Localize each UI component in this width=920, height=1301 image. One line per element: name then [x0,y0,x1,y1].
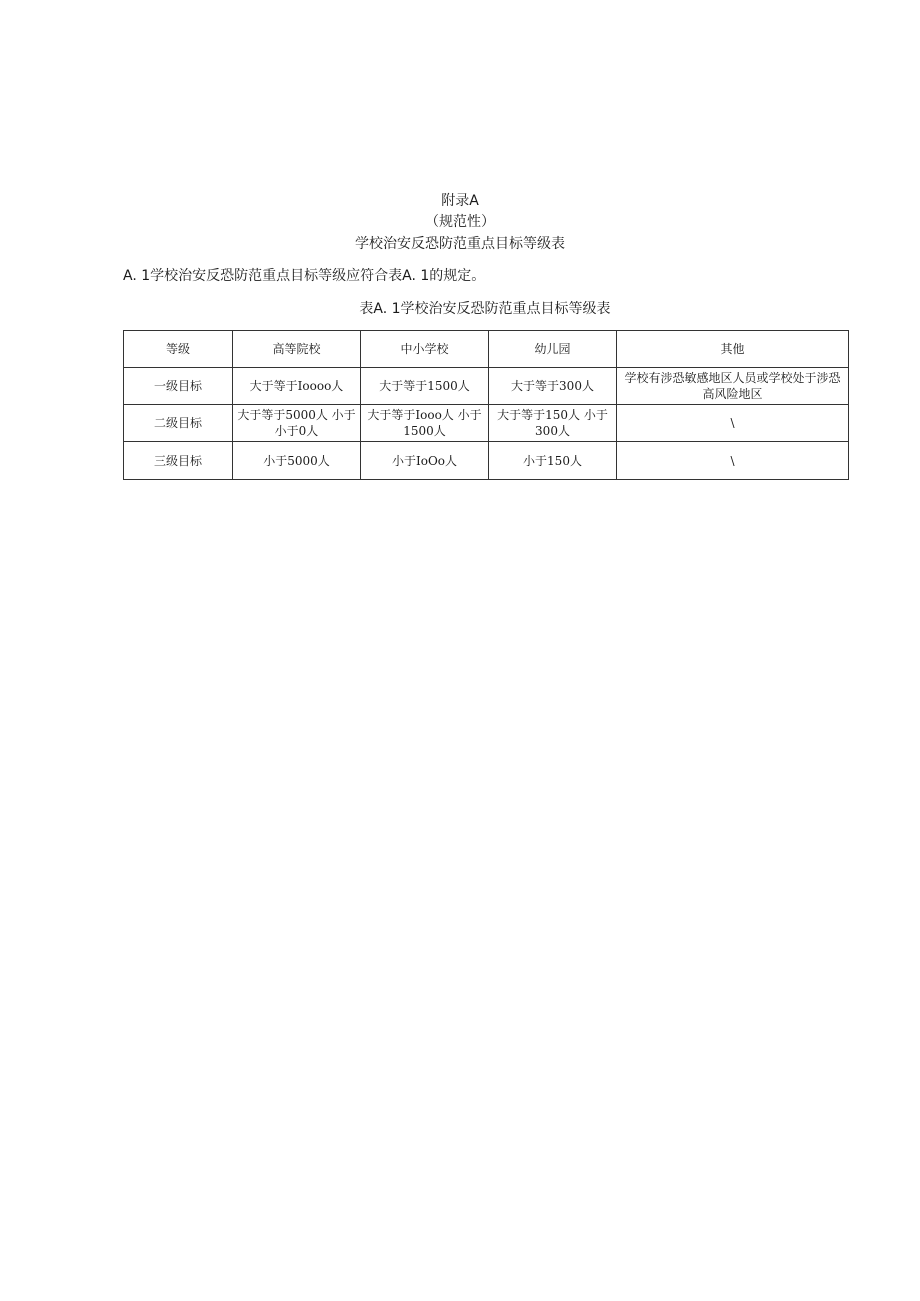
header-other: 其他 [617,331,849,368]
cell-grade: 二级目标 [124,405,233,442]
cell-grade: 一级目标 [124,368,233,405]
cell-university: 大于等于Ioooo人 [233,368,361,405]
cell-grade: 三级目标 [124,442,233,480]
annex-subject-title: 学校治安反恐防范重点目标等级表 [355,236,565,252]
cell-primary-secondary: 小于IoOo人 [361,442,489,480]
table-caption: 表A. 1学校治安反恐防范重点目标等级表 [359,301,611,317]
cell-other: \ [617,405,849,442]
table-row [124,442,849,480]
target-grade-table [123,330,849,480]
annex-normative-label: （规范性） [425,214,495,230]
annex-title: 附录A [441,193,479,209]
cell-kindergarten: 小于150人 [489,442,617,480]
cell-kindergarten: 大于等于150人 小于300人 [489,405,617,442]
intro-paragraph: A. 1学校治安反恐防范重点目标等级应符合表A. 1的规定。 [123,268,486,284]
header-grade: 等级 [124,331,233,368]
header-university: 高等院校 [233,331,361,368]
header-primary-secondary: 中小学校 [361,331,489,368]
cell-other: 学校有涉恐敏感地区人员或学校处于涉恐高风险地区 [617,368,849,405]
table-row [124,405,849,442]
cell-kindergarten: 大于等于300人 [489,368,617,405]
table-header-row [124,331,849,368]
cell-university: 小于5000人 [233,442,361,480]
cell-primary-secondary: 大于等于Iooo人 小于1500人 [361,405,489,442]
cell-other: \ [617,442,849,480]
header-kindergarten: 幼儿园 [489,331,617,368]
table-row [124,368,849,405]
cell-university: 大于等于5000人 小于小于0人 [233,405,361,442]
cell-primary-secondary: 大于等于1500人 [361,368,489,405]
